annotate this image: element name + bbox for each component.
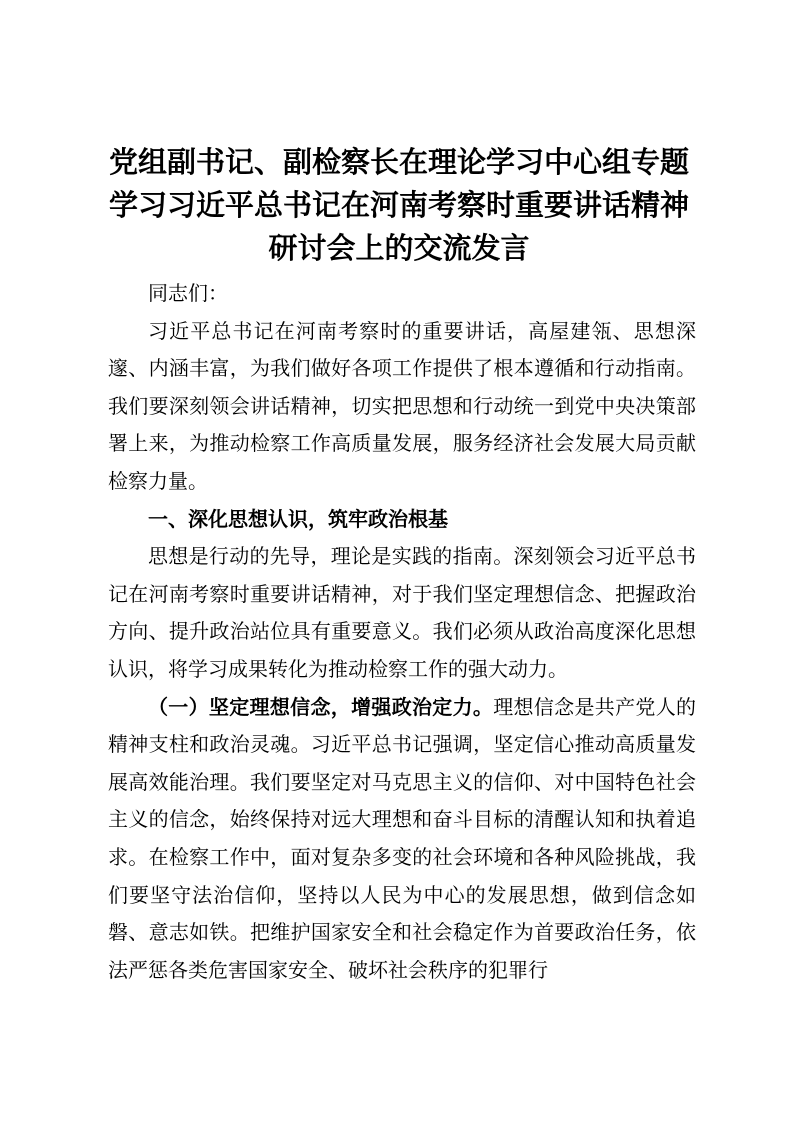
greeting: 同志们：: [148, 281, 228, 305]
title-line-2: 学习习近平总书记在河南考察时重要讲话精神: [108, 188, 689, 222]
subsection-1-paragraph: [108, 689, 696, 990]
subsection-1-lead: （一）坚定理想信念，增强政治定力。: [148, 694, 494, 719]
document-body: [108, 275, 696, 989]
section-1-paragraph: 思想是行动的先导，理论是实践的指南。深刻领会习近平总书记在河南考察时重要讲话精神，对于我们坚定理想信念、把握政治方向、提升政治站位具有重要意义。我们必须从政治高度深化思想认识，将学习成果转化为推动检察工作的强大动力。: [108, 544, 696, 681]
title-line-1: 党组副书记、副检察长在理论学习中心组专题: [108, 145, 689, 179]
section-1-heading: 一、深化思想认识，筑牢政治根基: [148, 506, 448, 531]
intro-paragraph: 习近平总书记在河南考察时的重要讲话，高屋建瓴、思想深邃、内涵丰富，为我们做好各项工作提供了根本遵循和行动指南。我们要深刻领会讲话精神，切实把思想和行动统一到党中央决策部署上来，为推动检察工作高质量发展，服务经济社会发展大局贡献检察力量。: [108, 318, 696, 493]
subsection-1-body: 理想信念是共产党人的精神支柱和政治灵魂。习近平总书记强调，坚定信心推动高质量发展高效能治理。我们要坚定对马克思主义的信仰、对中国特色社会主义的信念，始终保持对远大理想和奋斗目标的清醒认知和执着追求。在检察工作中，面对复杂多变的社会环境和各种风险挑战，我们要坚守法治信仰，坚持以人民为中心的发展思想，做到信念如磐、意志如铁。把维护国家安全和社会稳定作为首要政治任务，依法严惩各类危害国家安全、破坏社会秩序的犯罪行: [108, 694, 697, 982]
title-line-3: 研讨会上的交流发言: [268, 231, 530, 265]
document-title: [104, 141, 694, 270]
